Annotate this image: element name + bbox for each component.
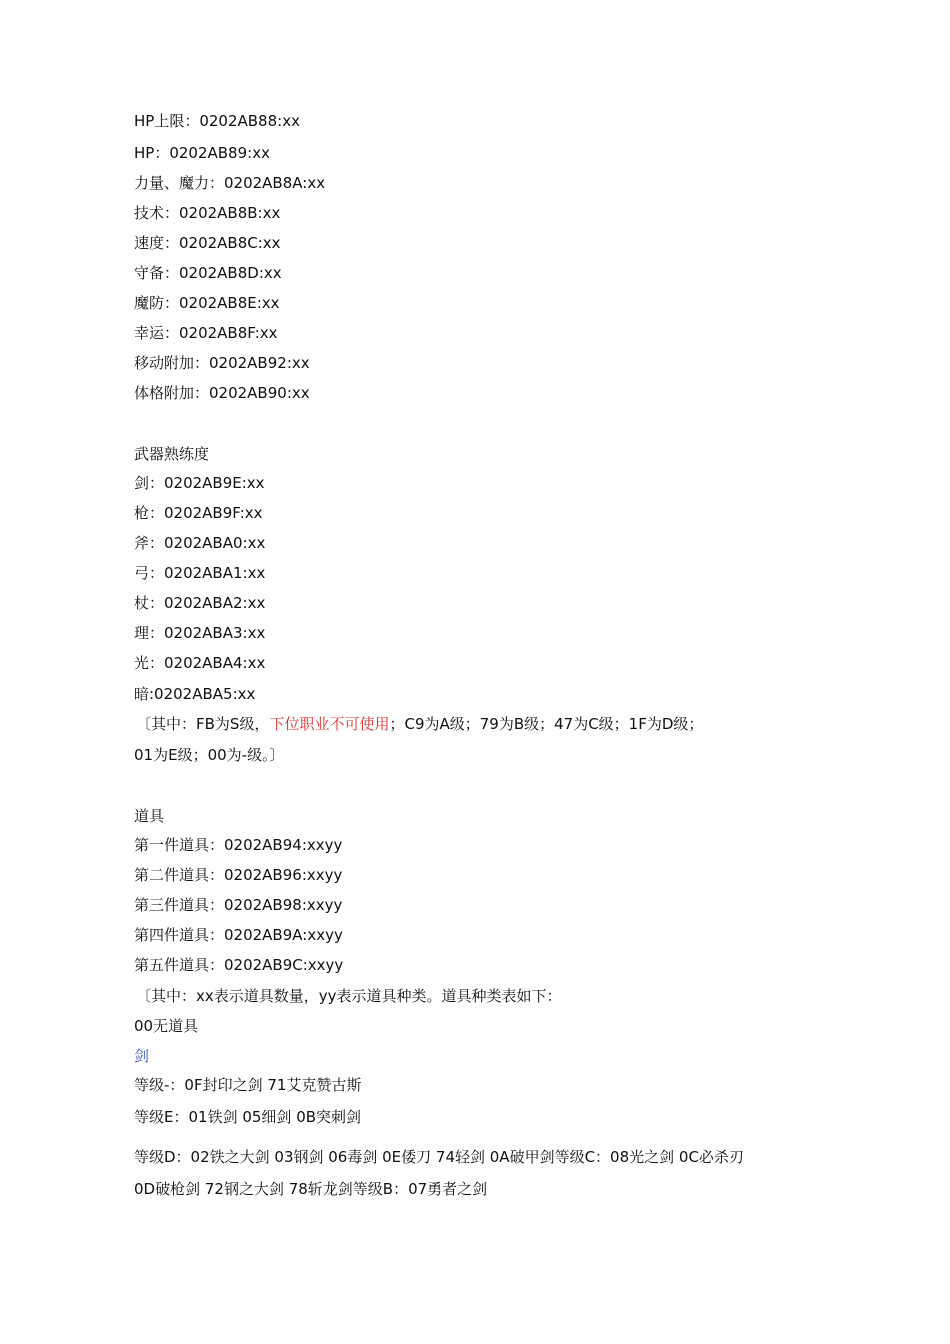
- anima-rank-line: 理：0202ABA3:xx: [134, 624, 266, 642]
- rank-note-warning: 下位职业不可使用: [269, 715, 390, 733]
- item2-line: 第二件道具：0202AB96:xxyy: [134, 866, 343, 884]
- sword-rank-line: 剑：0202AB9E:xx: [134, 474, 265, 492]
- sword-rank-d-line: 等级D：02铁之大剑 03钢剑 06毒剑 0E倭刀 74轻剑 0A破甲剑等级C：08光之剑 0C必杀刃: [134, 1148, 744, 1166]
- weapon-ranks-heading: 武器熟练度: [134, 445, 210, 463]
- rank-note-line: [136, 714, 703, 734]
- rank-note-part1: 〔其中：FB为S级，: [136, 715, 270, 733]
- item3-line: 第三件道具：0202AB98:xxyy: [134, 896, 343, 914]
- move-bonus-line: 移动附加：0202AB92:xx: [134, 354, 310, 372]
- lance-rank-line: 枪：0202AB9F:xx: [134, 504, 263, 522]
- sword-rank-e-line: 等级E：01铁剑 05细剑 0B突刺剑: [134, 1108, 362, 1126]
- item5-line: 第五件道具：0202AB9C:xxyy: [134, 956, 344, 974]
- rank-note-line2: 01为E级；00为-级。〕: [134, 746, 285, 764]
- speed-line: 速度：0202AB8C:xx: [134, 234, 281, 252]
- axe-rank-line: 斧：0202ABA0:xx: [134, 534, 266, 552]
- hp-line: HP：0202AB89:xx: [134, 144, 270, 162]
- sword-rank-dash-line: 等级-：0F封印之剑 71艾克赞古斯: [134, 1076, 362, 1094]
- bow-rank-line: 弓：0202ABA1:xx: [134, 564, 266, 582]
- light-rank-line: 光：0202ABA4:xx: [134, 654, 266, 672]
- con-bonus-line: 体格附加：0202AB90:xx: [134, 384, 310, 402]
- hp-max-line: HP上限：0202AB88:xx: [134, 112, 300, 130]
- no-item-line: 00无道具: [134, 1017, 199, 1035]
- items-note-line: 〔其中：xx表示道具数量，yy表示道具种类。道具种类表如下：: [136, 987, 562, 1005]
- power-line: 力量、魔力：0202AB8A:xx: [134, 174, 326, 192]
- luck-line: 幸运：0202AB8F:xx: [134, 324, 278, 342]
- rank-note-part2: ；C9为A级；79为B级；47为C级；1F为D级；: [389, 715, 704, 733]
- sword-rank-d-line2: 0D破枪剑 72钢之大剑 78斩龙剑等级B：07勇者之剑: [134, 1180, 488, 1198]
- dark-rank-line: 暗:0202ABA5:xx: [134, 685, 256, 703]
- item4-line: 第四件道具：0202AB9A:xxyy: [134, 926, 343, 944]
- resistance-line: 魔防：0202AB8E:xx: [134, 294, 280, 312]
- sword-category-heading: 剑: [134, 1047, 150, 1065]
- staff-rank-line: 杖：0202ABA2:xx: [134, 594, 266, 612]
- skill-line: 技术：0202AB8B:xx: [134, 204, 281, 222]
- defense-line: 守备：0202AB8D:xx: [134, 264, 282, 282]
- items-heading: 道具: [134, 807, 165, 825]
- item1-line: 第一件道具：0202AB94:xxyy: [134, 836, 343, 854]
